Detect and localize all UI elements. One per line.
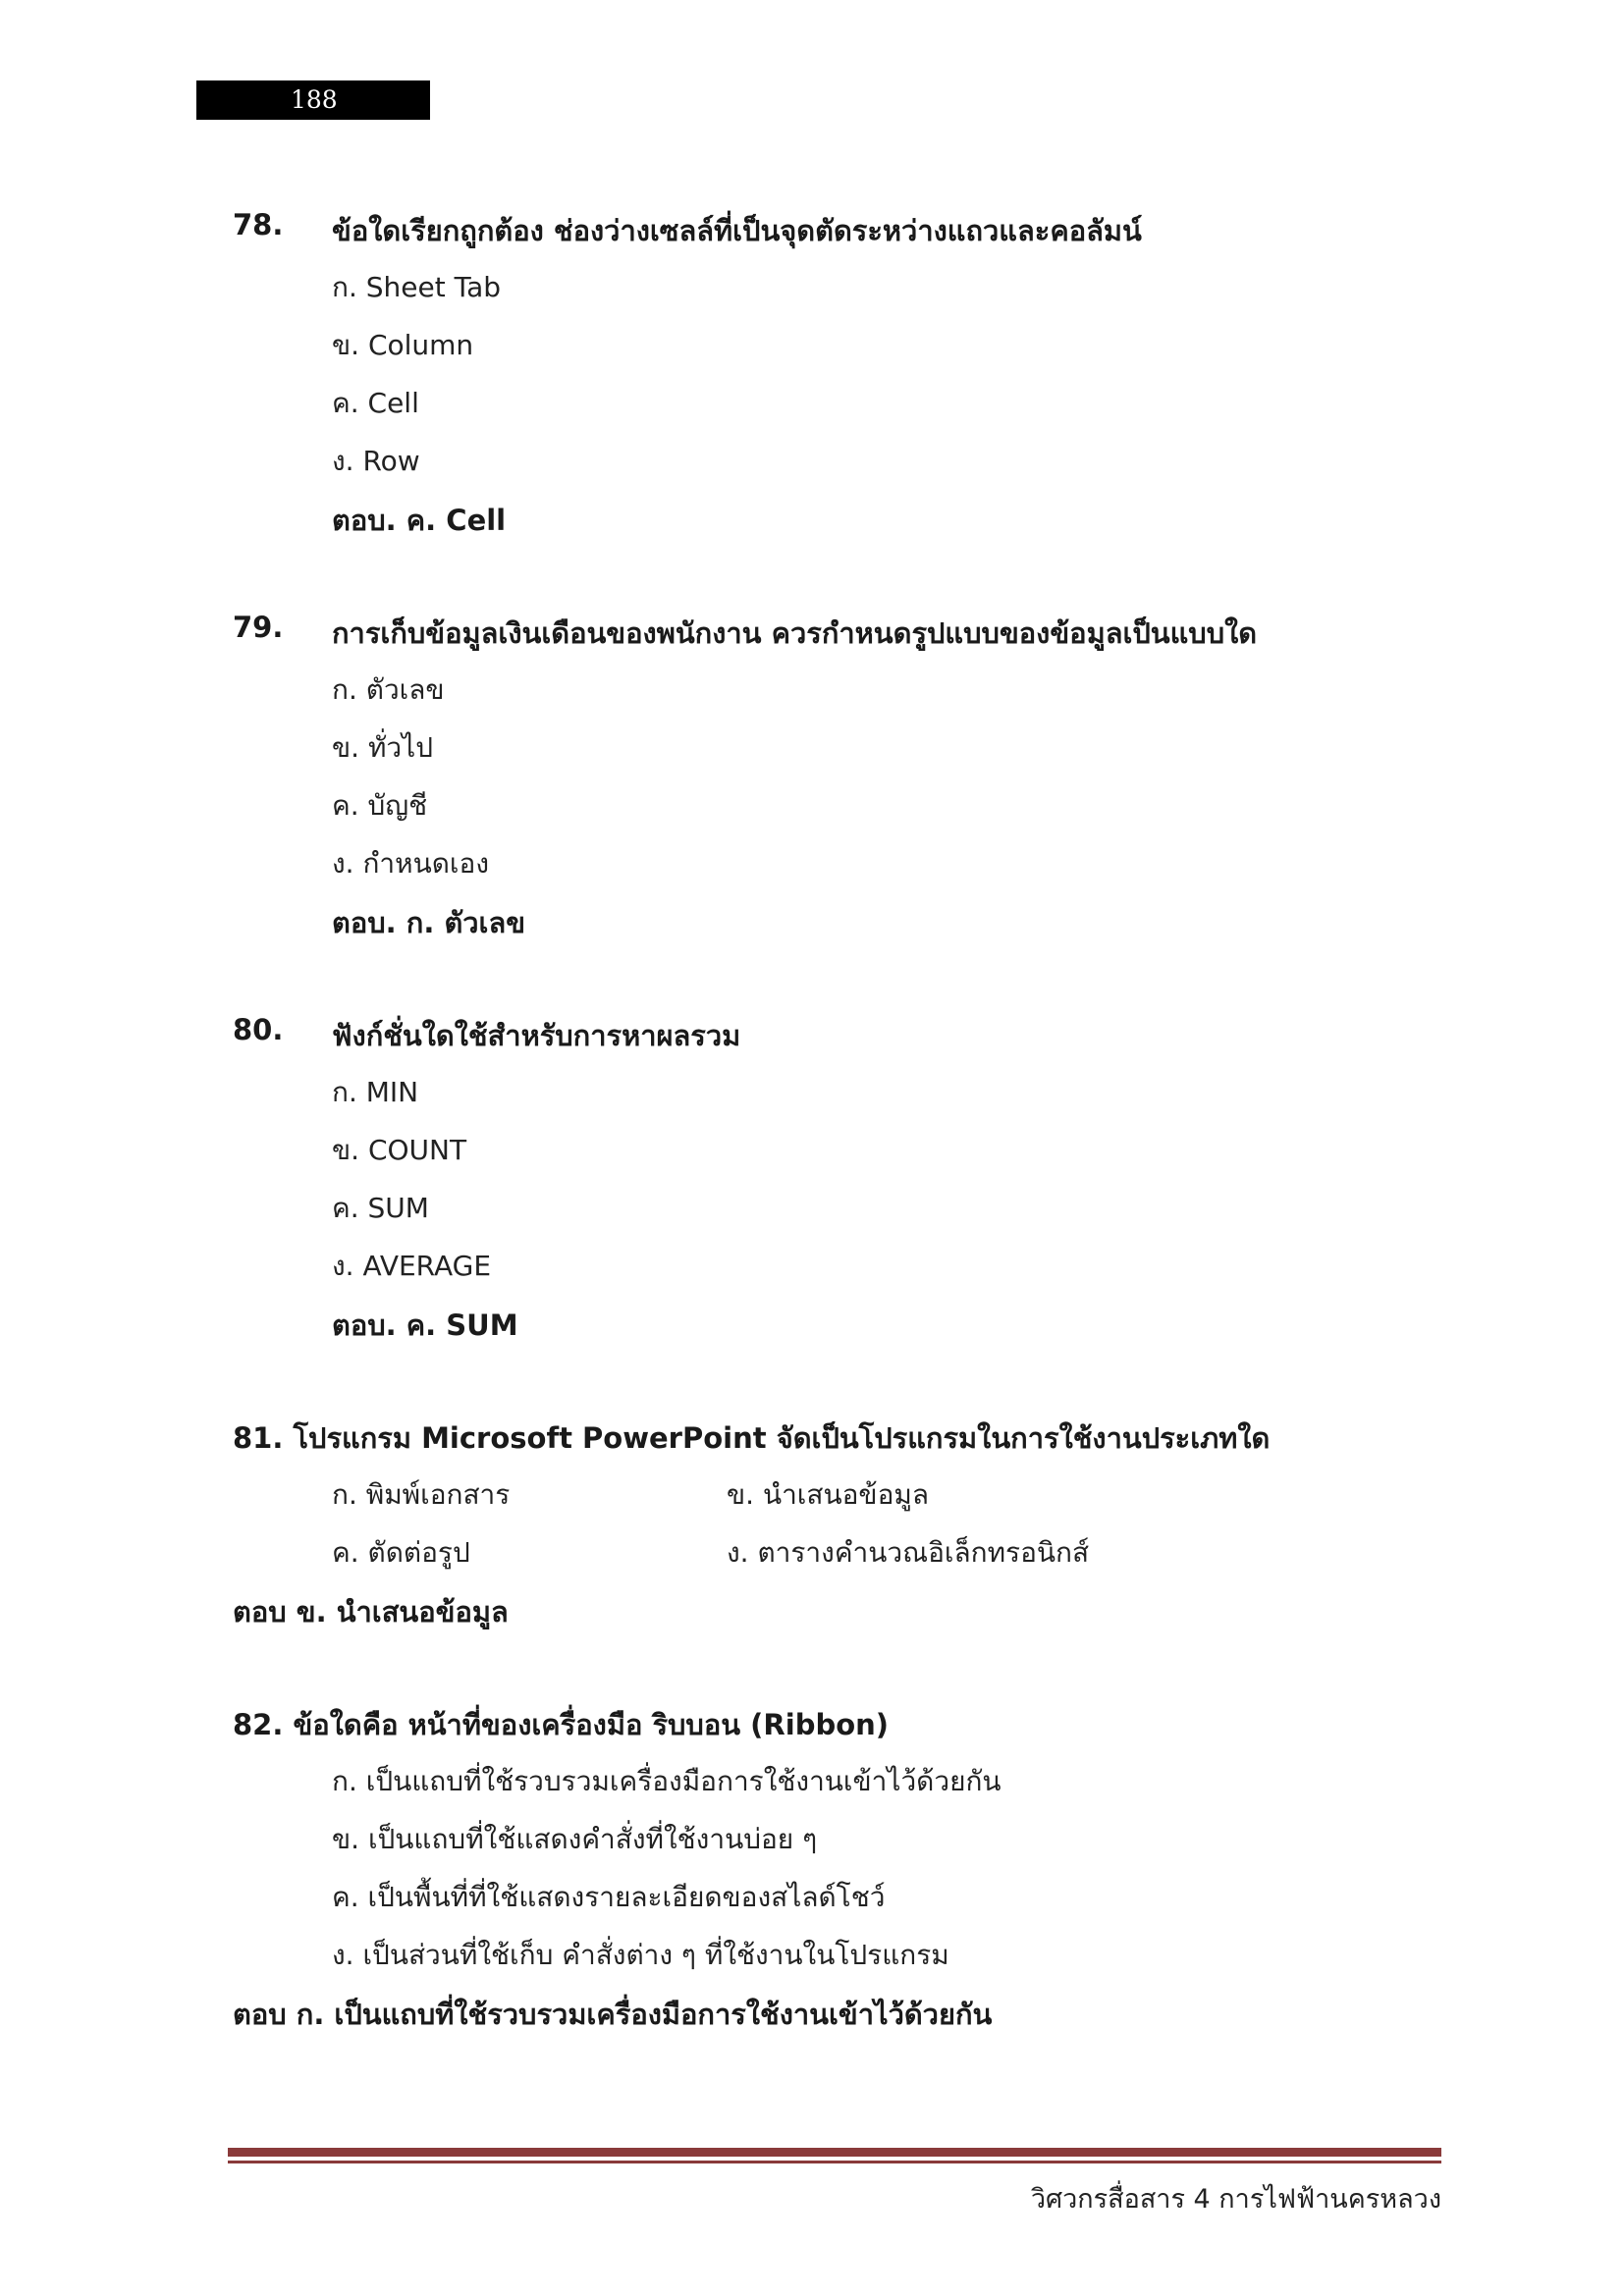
question-78-option-c: ค. Cell: [332, 387, 419, 419]
question-82-answer: ตอบ ก. เป็นแถบที่ใช้รวบรวมเครื่องมือการใช้งานเข้าไว้ด้วยกัน: [233, 1998, 993, 2031]
question-80-option-a: ก. MIN: [332, 1076, 419, 1108]
question-81-option-d: ง. ตารางคำนวณอิเล็กทรอนิกส์: [727, 1536, 1090, 1569]
footer-rule-thick: [228, 2148, 1441, 2157]
question-81-option-a: ก. พิมพ์เอกสาร: [332, 1478, 511, 1511]
question-82-option-d: ง. เป็นส่วนที่ใช้เก็บ คำสั่งต่าง ๆ ที่ใช้งานในโปรแกรม: [332, 1939, 949, 1971]
question-79-option-a: ก. ตัวเลข: [332, 673, 445, 706]
page-number: 188: [291, 85, 338, 114]
footer-text: วิศวกรสื่อสาร 4 การไฟฟ้านครหลวง: [1030, 2184, 1441, 2215]
question-80-number: 80.: [233, 1013, 284, 1046]
footer-rule-thin: [228, 2161, 1441, 2163]
question-82-text: 82. ข้อใดคือ หน้าที่ของเครื่องมือ ริบบอน (Ribbon): [233, 1708, 890, 1741]
question-81-answer: ตอบ ข. นำเสนอข้อมูล: [233, 1595, 509, 1629]
question-79-answer: ตอบ. ก. ตัวเลข: [332, 906, 526, 939]
question-82-option-a: ก. เป็นแถบที่ใช้รวบรวมเครื่องมือการใช้งานเข้าไว้ด้วยกัน: [332, 1765, 1001, 1797]
question-80-option-b: ข. COUNT: [332, 1134, 467, 1166]
question-78-answer: ตอบ. ค. Cell: [332, 504, 507, 537]
question-78-option-a: ก. Sheet Tab: [332, 271, 502, 303]
question-78-number: 78.: [233, 208, 284, 241]
question-78-option-b: ข. Column: [332, 329, 474, 361]
question-78-text: ข้อใดเรียกถูกต้อง ช่องว่างเซลล์ที่เป็นจุดตัดระหว่างแถวและคอลัมน์: [332, 214, 1142, 247]
question-80-option-d: ง. AVERAGE: [332, 1250, 492, 1282]
question-78-option-d: ง. Row: [332, 445, 420, 477]
question-82-option-b: ข. เป็นแถบที่ใช้แสดงคำสั่งที่ใช้งานบ่อย ๆ: [332, 1823, 818, 1855]
question-82-option-c: ค. เป็นพื้นที่ที่ใช้แสดงรายละเอียดของสไลด์โชว์: [332, 1881, 886, 1913]
question-79-option-c: ค. บัญชี: [332, 789, 428, 822]
question-80-answer: ตอบ. ค. SUM: [332, 1308, 518, 1342]
question-79-option-b: ข. ทั่วไป: [332, 731, 433, 764]
question-81-option-b: ข. นำเสนอข้อมูล: [727, 1478, 929, 1511]
question-81-text: 81. โปรแกรม Microsoft PowerPoint จัดเป็นโปรแกรมในการใช้งานประเภทใด: [233, 1421, 1271, 1455]
question-81-option-c: ค. ตัดต่อรูป: [332, 1536, 470, 1569]
question-79-option-d: ง. กำหนดเอง: [332, 847, 489, 880]
question-79-number: 79.: [233, 611, 284, 644]
question-80-option-c: ค. SUM: [332, 1192, 429, 1224]
question-80-text: ฟังก์ชั่นใดใช้สำหรับการหาผลรวม: [332, 1019, 741, 1052]
page-number-badge: [196, 80, 430, 120]
question-79-text: การเก็บข้อมูลเงินเดือนของพนักงาน ควรกำหนดรูปแบบของข้อมูลเป็นแบบใด: [332, 616, 1258, 650]
